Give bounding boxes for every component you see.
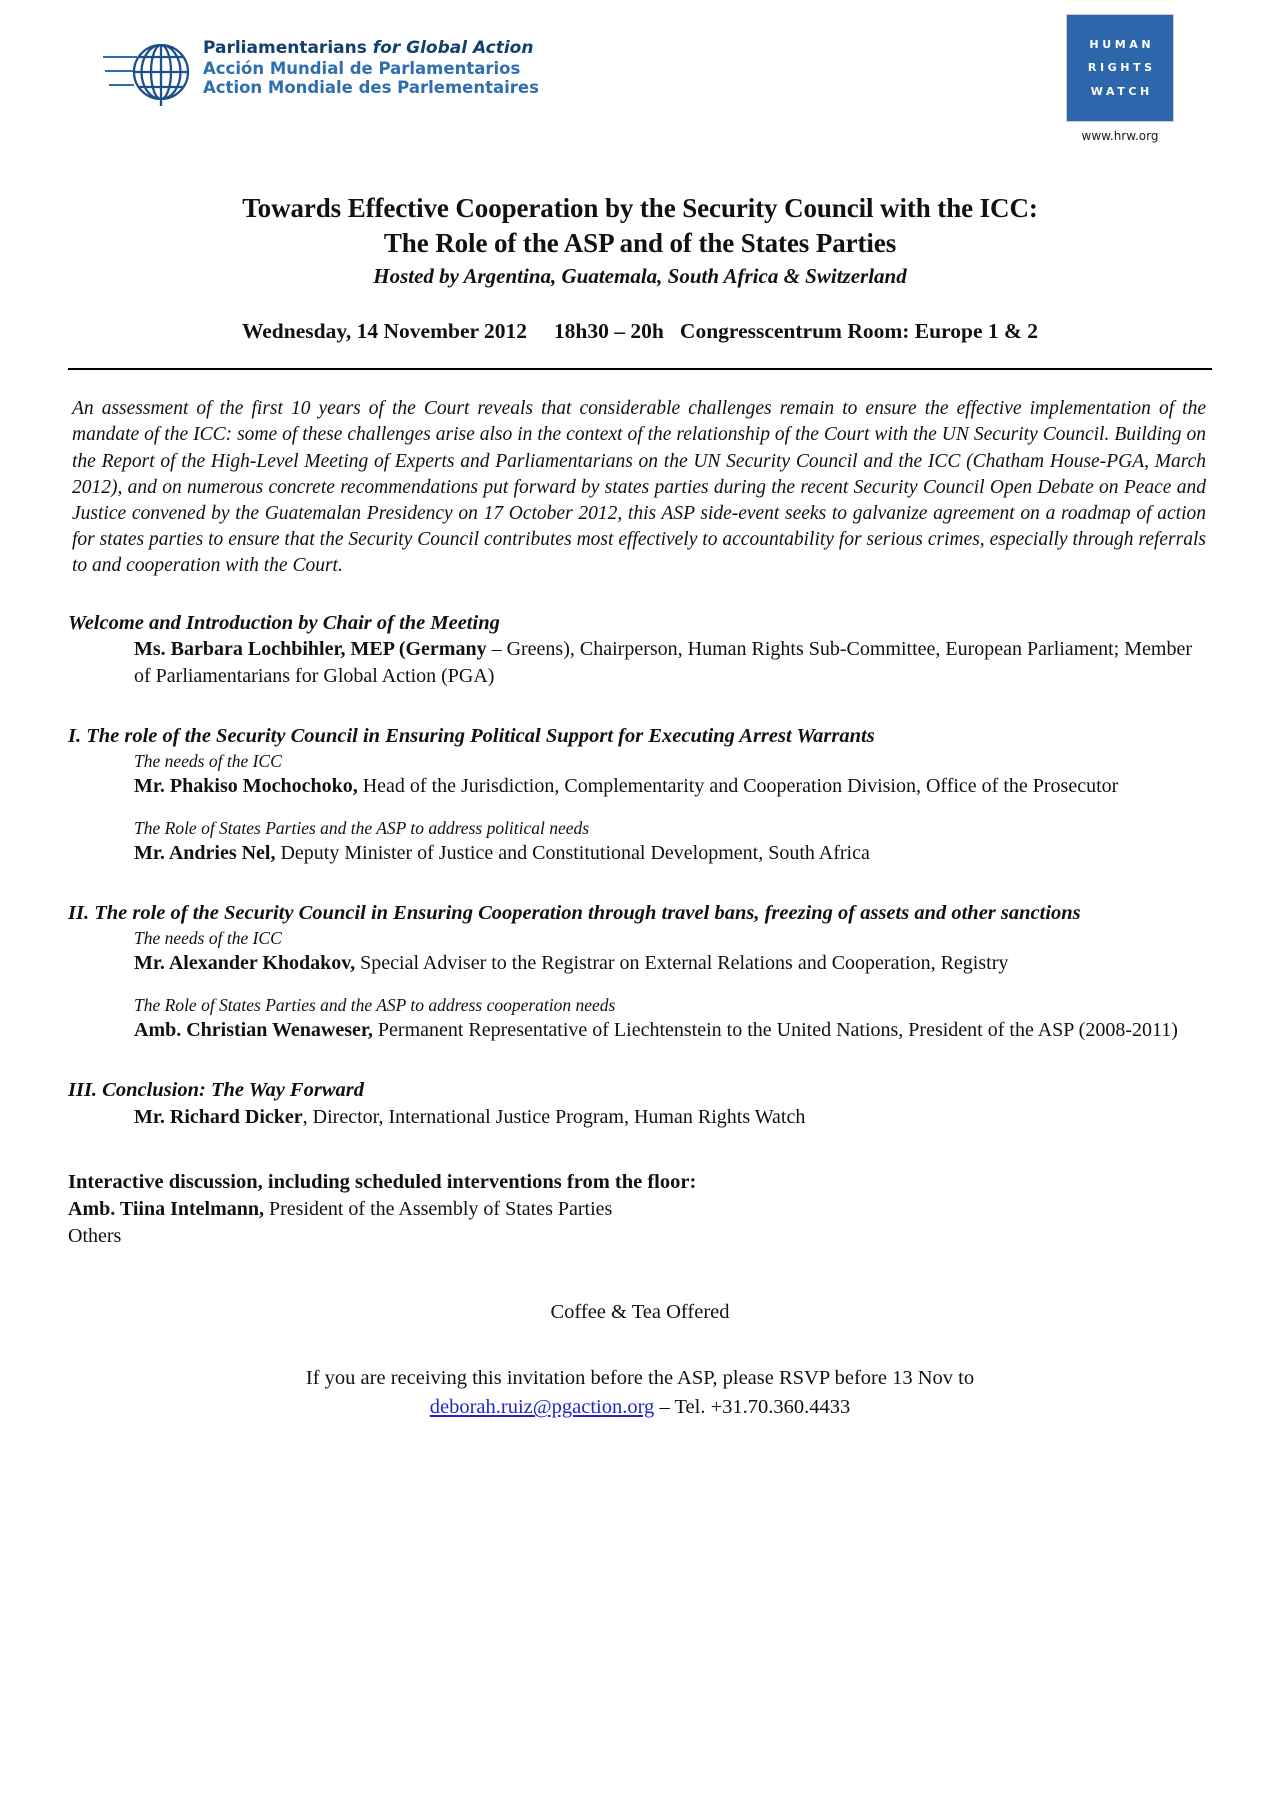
pga-logo-line2: Acción Mundial de Parlamentarios bbox=[203, 58, 521, 78]
agenda bbox=[68, 610, 1212, 1250]
coffee-note: Coffee & Tea Offered bbox=[550, 1301, 730, 1324]
section-one-item1-label: The needs of the ICC bbox=[134, 751, 282, 772]
speaker-title: – Greens), Chairperson, Human Rights Sub-Committee, European Parliament; Member of Parliamentarians for Global Action (PGA) bbox=[134, 638, 1192, 687]
speaker-name: Mr. Phakiso Mochochoko, bbox=[134, 775, 358, 798]
spacer bbox=[68, 874, 1212, 900]
page-title-line1: Towards Effective Cooperation by the Security Council with the ICC: bbox=[242, 193, 1038, 223]
speaker-lochbihler bbox=[68, 636, 1212, 689]
pga-logo-line1: Parliamentarians for Global Action bbox=[203, 38, 534, 59]
spacer bbox=[68, 977, 1212, 994]
speaker-name: Amb. Christian Wenaweser, bbox=[134, 1018, 373, 1041]
section-two-heading: II. The role of the Security Council in Ensuring Cooperation through travel bans, freezing of assets and other sanctions bbox=[68, 902, 1081, 925]
logo-row bbox=[68, 0, 1212, 185]
pga-logo-line3: Action Mondiale des Parlementaires bbox=[203, 77, 539, 97]
section-one-heading: I. The role of the Security Council in Ensuring Political Support for Executing Arrest Warrants bbox=[68, 725, 875, 748]
speaker-title: Special Adviser to the Registrar on External Relations and Cooperation, Registry bbox=[355, 952, 1009, 975]
rsvp-note bbox=[68, 1364, 1212, 1422]
spacer bbox=[68, 1051, 1212, 1077]
page-title-line2: The Role of the ASP and of the States Parties bbox=[383, 227, 897, 258]
speaker-name: Ms. Barbara Lochbihler, MEP (Germany bbox=[134, 638, 487, 661]
speaker-name: Mr. Alexander Khodakov, bbox=[134, 952, 356, 975]
speaker-intelmann bbox=[68, 1196, 1212, 1223]
globe-icon bbox=[103, 28, 195, 108]
speaker-title: Head of the Jurisdiction, Complementarity and Cooperation Division, Office of the Prosecutor bbox=[357, 775, 1119, 798]
section-two-item2-label: The Role of States Parties and the ASP to address cooperation needs bbox=[134, 994, 616, 1015]
spacer bbox=[68, 697, 1212, 723]
spacer bbox=[68, 800, 1212, 817]
section-three bbox=[68, 1077, 1212, 1130]
globe-svg bbox=[103, 44, 195, 106]
hrw-logo-line2: RIGHTS bbox=[1087, 61, 1156, 75]
hrw-logo-box bbox=[1066, 14, 1174, 122]
date-time-venue: Wednesday, 14 November 2012 18h30 – 20h Congresscentrum Room: Europe 1 & 2 bbox=[241, 319, 1039, 344]
spacer bbox=[68, 1139, 1212, 1169]
section-welcome-heading: Welcome and Introduction by Chair of the Meeting bbox=[68, 611, 500, 634]
section-two-item1-label: The needs of the ICC bbox=[134, 928, 282, 949]
speaker-nel bbox=[68, 840, 1212, 867]
hrw-url: www.hrw.org bbox=[1081, 129, 1159, 143]
title-block bbox=[68, 191, 1212, 344]
footer bbox=[68, 1301, 1212, 1422]
speaker-title: , Director, International Justice Program, Human Rights Watch bbox=[302, 1106, 806, 1129]
pga-logo bbox=[103, 28, 539, 108]
hrw-logo bbox=[1066, 14, 1174, 143]
discussion-heading: Interactive discussion, including scheduled interventions from the floor: bbox=[68, 1170, 697, 1193]
section-one-item2-label: The Role of States Parties and the ASP to address political needs bbox=[134, 817, 590, 838]
section-one bbox=[68, 723, 1212, 866]
section-three-heading: III. Conclusion: The Way Forward bbox=[68, 1079, 364, 1102]
speaker-khodakov bbox=[68, 950, 1212, 977]
hosted-by: Hosted by Argentina, Guatemala, South Africa & Switzerland bbox=[373, 264, 907, 289]
speaker-wenaweser bbox=[68, 1017, 1212, 1044]
speaker-name: Mr. Andries Nel, bbox=[134, 841, 276, 864]
speaker-mochochoko bbox=[68, 773, 1212, 800]
hrw-logo-line3: WATCH bbox=[1090, 84, 1153, 98]
speaker-dicker bbox=[68, 1104, 1212, 1131]
section-discussion bbox=[68, 1169, 1212, 1249]
section-two bbox=[68, 900, 1212, 1043]
abstract-paragraph: An assessment of the first 10 years of the Court reveals that considerable challenges remain to ensure the effective implementation of the mandate of the ICC: some of these challenges arise also in the context of the relationship of the Court with the UN Security Council. Building on the Report of the High-Level Meeting of Experts and Parliamentarians on the UN Security Council and the ICC (Chatham House-PGA, March 2012), and on numerous concrete recommendations put forward by states parties during the recent Security Council Open Debate on Peace and Justice convened by the Guatemalan Presidency on 17 October 2012, this ASP side-event seeks to galvanize agreement on a roadmap of action for states parties to ensure that the Security Council contributes most effectively to accountability for serious crimes, especially through referrals to and cooperation with the Court. bbox=[72, 398, 1206, 577]
rsvp-phone: – Tel. +31.70.360.4433 bbox=[654, 1396, 851, 1419]
rsvp-email-link[interactable]: deborah.ruiz@pgaction.org bbox=[429, 1396, 655, 1419]
section-welcome bbox=[68, 610, 1212, 690]
hrw-logo-line1: HUMAN bbox=[1089, 38, 1155, 52]
speaker-title: President of the Assembly of States Parties bbox=[264, 1197, 613, 1220]
pga-logo-text bbox=[203, 39, 539, 97]
rsvp-text: If you are receiving this invitation before the ASP, please RSVP before 13 Nov to bbox=[305, 1367, 975, 1390]
speaker-name: Amb. Tiina Intelmann, bbox=[68, 1197, 264, 1220]
discussion-others: Others bbox=[68, 1224, 122, 1247]
speaker-name: Mr. Richard Dicker bbox=[134, 1106, 303, 1129]
speaker-title: Deputy Minister of Justice and Constitutional Development, South Africa bbox=[275, 841, 870, 864]
speaker-title: Permanent Representative of Liechtenstein to the United Nations, President of the ASP (2008-2011) bbox=[372, 1018, 1178, 1041]
header-divider bbox=[68, 368, 1212, 370]
